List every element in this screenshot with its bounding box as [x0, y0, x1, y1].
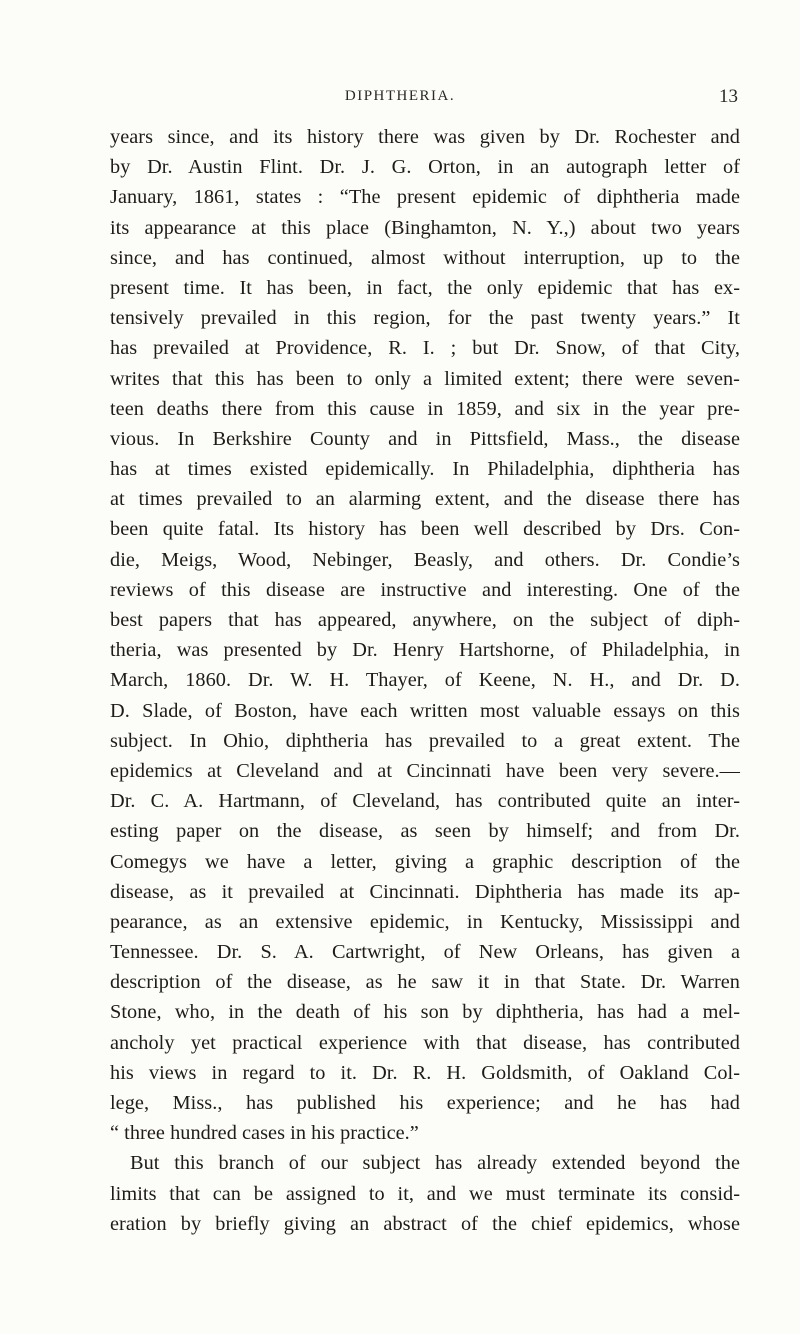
text-line: limits that can be assigned to it, and we must terminate its consid-	[110, 1182, 740, 1205]
text-line: been quite fatal. Its history has been well described by Drs. Con-	[110, 518, 740, 541]
text-line: “ three hundred cases in his practice.”	[110, 1122, 419, 1145]
running-head	[0, 86, 800, 110]
text-line: lege, Miss., has published his experience; and he has had	[110, 1092, 740, 1114]
text-line: writes that this has been to only a limited extent; there were seven-	[110, 367, 740, 390]
text-line: years since, and its history there was given by Dr. Rochester and	[110, 126, 740, 148]
text-line: ancholy yet practical experience with that disease, has contributed	[110, 1031, 740, 1054]
text-line: reviews of this disease are instructive and interesting. One of the	[110, 578, 740, 601]
text-line: description of the disease, as he saw it in that State. Dr. Warren	[110, 971, 740, 994]
text-line: D. Slade, of Boston, have each written most valuable essays on this	[110, 699, 740, 722]
text-line: vious. In Berkshire County and in Pittsfield, Mass., the disease	[110, 427, 740, 450]
text-line: teen deaths there from this cause in 1859, and six in the year pre-	[110, 397, 740, 420]
text-line: pearance, as an extensive epidemic, in Kentucky, Mississippi and	[110, 910, 740, 933]
text-line: epidemics at Cleveland and at Cincinnati have been very severe.—	[110, 759, 740, 782]
text-line: Dr. C. A. Hartmann, of Cleveland, has contributed quite an inter-	[110, 790, 740, 813]
text-line: esting paper on the disease, as seen by himself; and from Dr.	[110, 820, 740, 843]
text-line: January, 1861, states : “The present epidemic of diphtheria made	[110, 186, 740, 209]
text-line: has prevailed at Providence, R. I. ; but Dr. Snow, of that City,	[110, 337, 740, 360]
text-line: at times prevailed to an alarming extent, and the disease there has	[110, 488, 740, 511]
text-line: disease, as it prevailed at Cincinnati. Diphtheria has made its ap-	[110, 880, 740, 903]
text-line: March, 1860. Dr. W. H. Thayer, of Keene, N. H., and Dr. D.	[110, 669, 740, 692]
text-line: Comegys we have a letter, giving a graphic description of the	[110, 850, 740, 873]
text-line: subject. In Ohio, diphtheria has prevailed to a great extent. The	[110, 729, 740, 752]
text-line: But this branch of our subject has already extended beyond the	[130, 1152, 740, 1175]
text-line: its appearance at this place (Binghamton, N. Y.,) about two years	[110, 216, 740, 239]
body-text	[110, 122, 740, 1239]
text-line: Stone, who, in the death of his son by diphtheria, has had a mel-	[110, 1001, 740, 1024]
text-line: his views in regard to it. Dr. R. H. Goldsmith, of Oakland Col-	[110, 1061, 740, 1084]
text-line: Tennessee. Dr. S. A. Cartwright, of New Orleans, has given a	[110, 941, 740, 964]
text-line: since, and has continued, almost without interruption, up to the	[110, 246, 740, 269]
page-number: 13	[719, 86, 738, 107]
running-title: DIPHTHERIA.	[344, 88, 456, 104]
text-line: has at times existed epidemically. In Philadelphia, diphtheria has	[110, 458, 740, 481]
text-line: eration by briefly giving an abstract of the chief epidemics, whose	[110, 1212, 740, 1235]
text-line: by Dr. Austin Flint. Dr. J. G. Orton, in an autograph letter of	[110, 156, 740, 179]
text-line: best papers that has appeared, anywhere, on the subject of diph-	[110, 609, 740, 631]
text-line: theria, was presented by Dr. Henry Hartshorne, of Philadelphia, in	[110, 639, 740, 662]
text-line: die, Meigs, Wood, Nebinger, Beasly, and others. Dr. Condie’s	[110, 548, 740, 571]
text-line: present time. It has been, in fact, the only epidemic that has ex-	[110, 276, 740, 299]
text-line: tensively prevailed in this region, for the past twenty years.” It	[110, 307, 740, 330]
